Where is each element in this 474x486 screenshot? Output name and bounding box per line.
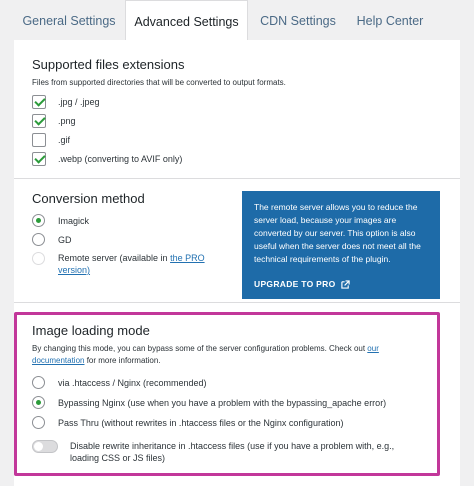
image-loading-mode-title: Image loading mode xyxy=(32,323,150,338)
webp-checkbox[interactable] xyxy=(32,152,46,166)
gd-radio[interactable] xyxy=(32,233,45,246)
conversion-imagick-row[interactable] xyxy=(32,214,89,227)
extension-webp-row[interactable] xyxy=(32,152,182,166)
disable-rewrite-label: Disable rewrite inheritance in .htaccess files (use if you have a problem with, e.g., loading CSS or JS files) xyxy=(70,441,395,463)
webp-label: .webp (converting to AVIF only) xyxy=(58,154,183,164)
conversion-remote-row xyxy=(32,252,208,276)
supported-extensions-title: Supported files extensions xyxy=(32,57,185,72)
remote-server-radio xyxy=(32,252,45,265)
section-divider-2 xyxy=(14,302,460,303)
bypass-nginx-label: Bypassing Nginx (use when you have a problem with the bypassing_apache error) xyxy=(58,397,387,408)
tab-advanced-settings[interactable]: Advanced Settings xyxy=(125,0,248,41)
image-loading-highlight-box xyxy=(14,312,440,476)
tab-help-center[interactable]: Help Center xyxy=(356,14,424,28)
image-loading-mode-description: By changing this mode, you can bypass some of the server configuration problems. Check out our documentation for more information. xyxy=(32,344,379,365)
png-checkbox[interactable] xyxy=(32,114,46,128)
external-link-icon xyxy=(341,280,350,289)
promo-text: The remote server allows you to reduce the server load, because your images are converted by our server. This option is also useful when the server does not meet all the technical requirements of the plugin. xyxy=(254,202,421,264)
settings-tabs xyxy=(0,0,474,40)
section-divider xyxy=(14,178,460,179)
jpg-label: .jpg / .jpeg xyxy=(58,97,100,107)
upgrade-to-pro-button[interactable] xyxy=(254,279,350,289)
conversion-gd-row[interactable] xyxy=(32,233,72,246)
png-label: .png xyxy=(58,116,76,126)
tab-cdn-settings[interactable]: CDN Settings xyxy=(260,14,336,28)
htaccess-label: via .htaccess / Nginx (recommended) xyxy=(58,377,207,388)
imagick-label: Imagick xyxy=(58,215,90,226)
supported-extensions-description: Files from supported directories that will be converted to output formats. xyxy=(32,78,286,87)
tab-general-settings[interactable]: General Settings xyxy=(22,14,116,28)
gd-label: GD xyxy=(58,234,72,245)
conversion-method-title: Conversion method xyxy=(32,191,145,206)
documentation-link[interactable]: our documentation xyxy=(32,344,379,365)
imagick-radio[interactable] xyxy=(32,214,45,227)
pro-version-link-continued[interactable]: version) xyxy=(58,265,91,275)
remote-server-label: Remote server (available in the PRO version) xyxy=(58,253,205,275)
upgrade-to-pro-label: UPGRADE TO PRO xyxy=(254,279,336,289)
gif-checkbox[interactable] xyxy=(32,133,46,147)
extension-gif-row[interactable] xyxy=(32,133,70,147)
jpg-checkbox[interactable] xyxy=(32,95,46,109)
pass-thru-label: Pass Thru (without rewrites in .htaccess files or the Nginx configuration) xyxy=(58,417,344,428)
gif-label: .gif xyxy=(58,135,71,145)
extension-png-row[interactable] xyxy=(32,114,76,128)
pro-version-link[interactable]: the PRO xyxy=(170,253,205,263)
extension-jpg-row[interactable] xyxy=(32,95,100,109)
pro-promo-box xyxy=(242,191,440,299)
